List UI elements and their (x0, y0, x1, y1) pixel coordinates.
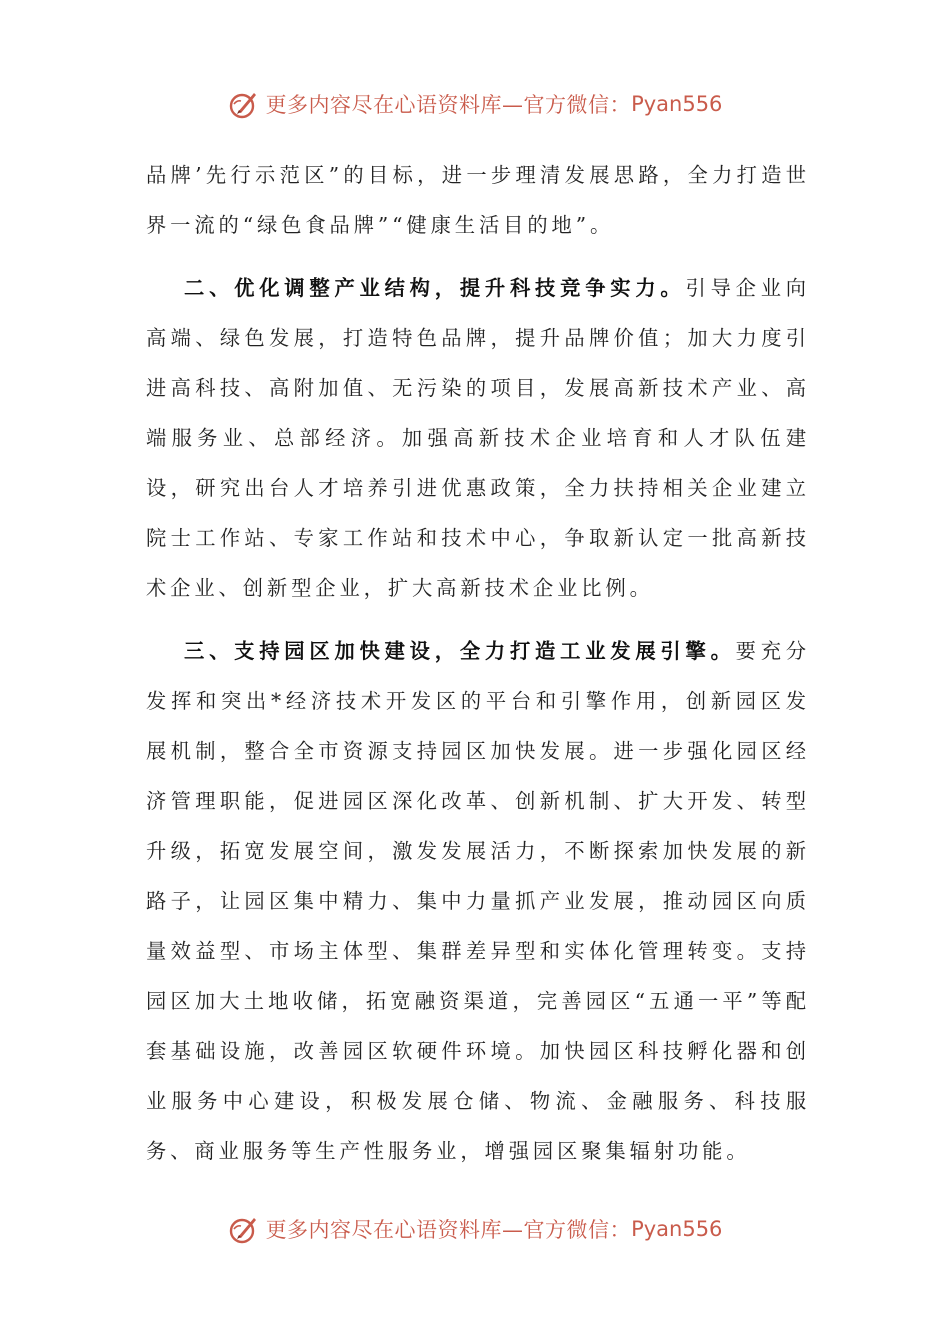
watermark-text: 更多内容尽在心语资料库—官方微信： (265, 93, 632, 117)
watermark-wechat-id: Pyan556 (631, 92, 723, 116)
section-heading: 三、支持园区加快建设，全力打造工业发展引擎。 (184, 639, 736, 663)
paragraph-body: 要充分发挥和突出*经济技术开发区的平台和引擎作用，创新园区发展机制，整合全市资源支持园区加快发展。进一步强化园区经济管理职能，促进园区深化改革、创新机制、扩大开发、转型升级，拓宽发展空间，激发发展活力，不断探索加快发展的新路子，让园区集中精力、集中力量抓产业发展，推动园区向质量效益型、市场主体型、集群差异型和实体化管理转变。支持园区加大土地收储，拓宽融资渠道，完善园区“五通一平”等配套基础设施，改善园区软硬件环境。加快园区科技孵化器和创业服务中心建设，积极发展仓储、物流、金融服务、科技服务、商业服务等生产性服务业，增强园区聚集辐射功能。 (146, 639, 810, 1163)
watermark-header (0, 86, 950, 122)
paragraph-section-2 (146, 263, 810, 613)
watermark-footer (0, 1211, 950, 1247)
quill-pen-logo-icon (228, 1213, 260, 1245)
paragraph-body: 引导企业向高端、绿色发展，打造特色品牌，提升品牌价值；加大力度引进高科技、高附加值、无污染的项目，发展高新技术产业、高端服务业、总部经济。加强高新技术企业培育和人才队伍建设，研究出台人才培养引进优惠政策，全力扶持相关企业建立院士工作站、专家工作站和技术中心，争取新认定一批高新技术企业、创新型企业，扩大高新技术企业比例。 (146, 276, 810, 600)
paragraph-section-3 (146, 626, 810, 1176)
document-body (146, 150, 810, 1176)
paragraph-body: 品牌’先行示范区”的目标，进一步理清发展思路，全力打造世界一流的“绿色食品牌”“健康生活目的地”。 (146, 163, 810, 237)
paragraph-continuation (146, 150, 810, 250)
watermark-wechat-id: Pyan556 (631, 1217, 723, 1241)
section-heading: 二、优化调整产业结构，提升科技竞争实力。 (184, 276, 686, 300)
watermark-text: 更多内容尽在心语资料库—官方微信： (265, 1218, 632, 1242)
quill-pen-logo-icon (228, 88, 260, 120)
